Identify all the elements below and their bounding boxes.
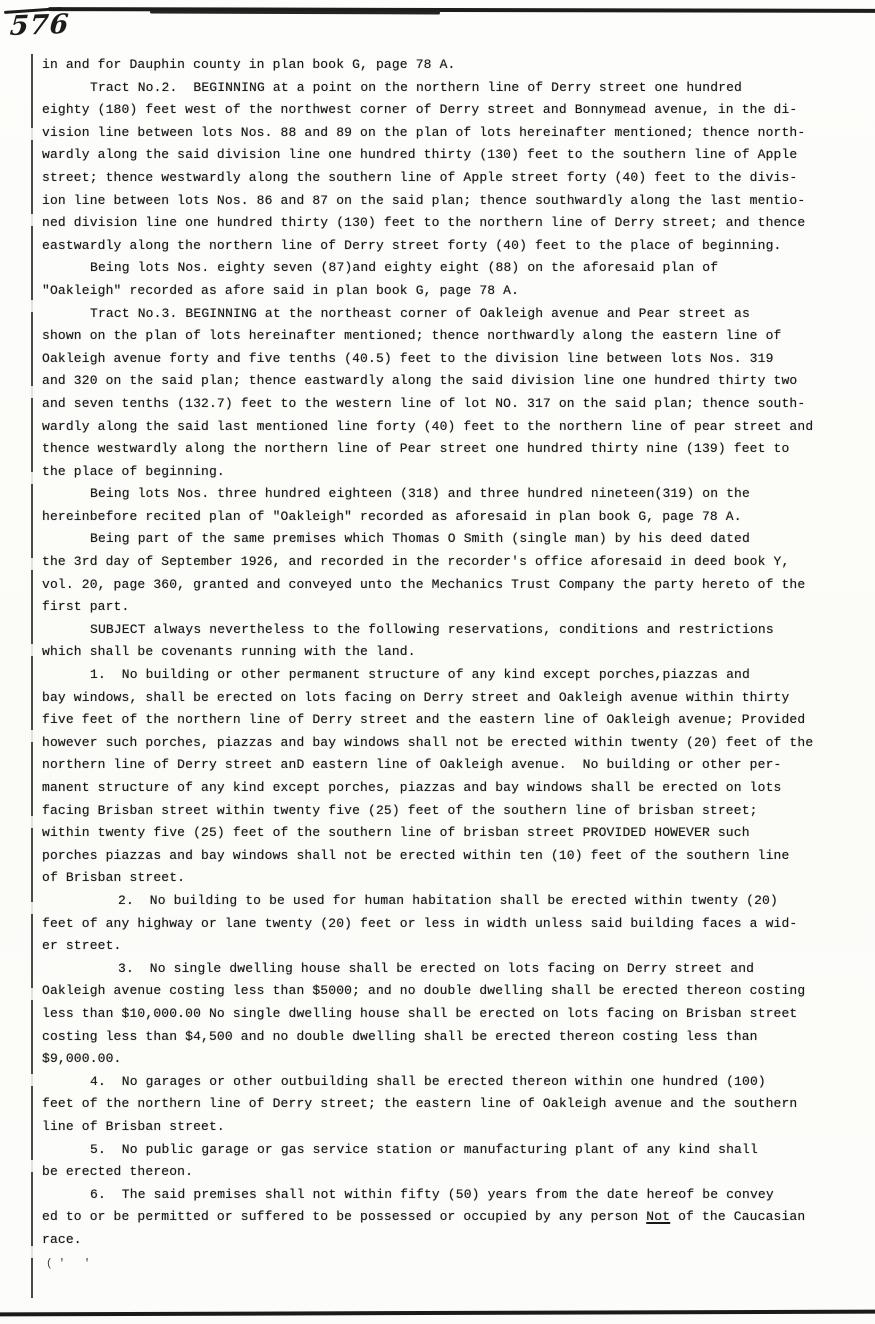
text-run: Oakleigh avenue forty and five tenths (40.5) feet to the division line between lots Nos. 319 [42,350,774,366]
text-run: line of Brisban street. [42,1118,225,1134]
text-line [42,777,854,800]
text-line [42,438,854,461]
text-run: feet of the northern line of Derry street; the eastern line of Oakleigh avenue and the southern [42,1096,798,1112]
text-run: facing Brisban street within twenty five (25) feet of the southern line of brisban street; [42,802,758,818]
text-line [42,235,854,258]
text-line [42,303,854,326]
text-run: 5. No public garage or gas service station or manufacturing plant of any kind shall [90,1141,758,1157]
text-run: in and for Dauphin county in plan book G, page 78 A. [42,57,456,72]
text-line [42,212,854,235]
text-line [42,980,854,1003]
text-run: within twenty five (25) feet of the southern line of brisban street PROVIDED HOWEVER such [42,825,750,841]
text-run: and 320 on the said plan; thence eastwardly along the said division line one hundred thirty two [42,373,798,389]
text-line [42,506,854,529]
text-line [42,144,854,167]
text-run: Tract No.2. BEGINNING at a point on the northern line of Derry street one hundred [90,79,743,95]
text-line [42,913,854,936]
stray-scan-marks: (' ' [46,1258,97,1270]
text-line [42,1071,854,1094]
text-run: the 3rd day of September 1926, and recorded in the recorder's office aforesaid in deed book Y, [42,554,790,570]
text-line [42,641,854,664]
text-run: ion line between lots Nos. 86 and 87 on the said plan; thence southwardly along the last mentio- [42,192,806,208]
text-run: bay windows, shall be erected on lots facing on Derry street and Oakleigh avenue within thirty [42,689,790,705]
text-line [42,99,854,122]
text-run: first part. [42,599,130,615]
text-line [42,619,854,642]
text-line [42,754,854,777]
text-line [42,1048,854,1071]
text-run: $9,000.00. [42,1051,122,1067]
text-line [42,257,854,280]
text-line [42,370,854,393]
text-run: northern line of Derry street anD eastern line of Oakleigh avenue. No building or other per- [42,757,782,773]
text-run: porches piazzas and bay windows shall not be erected within ten (10) feet of the southern line [42,847,790,863]
text-run: less than $10,000.00 No single dwelling house shall be erected on lots facing on Brisban street [42,1005,798,1021]
text-run: ed to or be permitted or suffered to be possessed or occupied by any person [42,1209,647,1225]
text-run: thence westwardly along the northern line of Pear street one hundred thirty nine (139) feet to [42,441,790,457]
text-line [42,732,854,755]
text-run: 3. No single dwelling house shall be erected on lots facing on Derry street and [118,960,755,976]
text-line [42,1003,854,1026]
text-line [42,551,854,574]
text-run: eighty (180) feet west of the northwest corner of Derry street and Bonnymead avenue, in the di- [42,102,798,118]
text-run: race. [42,1231,82,1247]
text-line [42,1093,854,1116]
scan-left-edge [31,54,33,1298]
text-run: Being lots Nos. three hundred eighteen (318) and three hundred nineteen(319) on the [90,486,750,502]
text-line [42,461,854,484]
text-line [42,1184,854,1207]
text-line [42,393,854,416]
page-number: 576 [8,8,71,43]
text-run: ned division line one hundred thirty (130) feet to the northern line of Derry street; and thence [42,215,806,231]
text-line [42,574,854,597]
text-run: costing less than $4,500 and no double dwelling shall be erected thereon costing less than [42,1028,758,1044]
text-line [42,325,854,348]
text-run: vol. 20, page 360, granted and conveyed unto the Mechanics Trust Company the party hereto of the [42,576,806,592]
text-run: 1. No building or other permanent structure of any kind except porches,piazzas and [90,667,750,683]
text-run: and seven tenths (132.7) feet to the western line of lot NO. 317 on the said plan; thence south- [42,395,806,411]
text-line [42,190,854,213]
text-line [42,416,854,439]
text-run: Being lots Nos. eighty seven (87)and eighty eight (88) on the aforesaid plan of [90,260,719,276]
text-run: five feet of the northern line of Derry street and the eastern line of Oakleigh avenue; Provided [42,712,806,728]
text-line [42,77,854,100]
text-run: which shall be covenants running with the land. [42,644,416,660]
text-line [42,664,854,687]
text-line [42,122,854,145]
text-line [42,167,854,190]
text-line [42,822,854,845]
text-line [42,890,854,913]
text-run: hereinbefore recited plan of "Oakleigh" recorded as aforesaid in plan book G, page 78 A. [42,508,742,524]
underlined-text: Not [646,1209,671,1225]
text-line [42,1229,854,1252]
text-line [42,1206,854,1229]
text-line [42,1026,854,1049]
text-line [42,1116,854,1139]
text-run: however such porches, piazzas and bay windows shall not be erected within twenty (20) feet of the [42,734,814,750]
text-run: manent structure of any kind except porches, piazzas and bay windows shall be erected on lots [42,780,782,795]
text-run: SUBJECT always nevertheless to the following reservations, conditions and restrictions [90,621,774,637]
document-lines [42,54,854,1251]
text-line [42,687,854,710]
text-line [42,867,854,890]
text-line [42,528,854,551]
text-line [42,958,854,981]
text-run: Being part of the same premises which Thomas O Smith (single man) by his deed dated [90,531,750,547]
text-run: of the Caucasian [670,1209,806,1225]
scan-bottom-edge [0,1310,875,1317]
text-run: 4. No garages or other outbuilding shall be erected thereon within one hundred (100) [90,1073,766,1089]
text-run: eastwardly along the northern line of Derry street forty (40) feet to the place of beginning. [42,237,782,253]
text-line [42,348,854,371]
text-run: 2. No building to be used for human habitation shall be erected within twenty (20) [118,892,778,908]
text-line [42,54,854,77]
text-line [42,800,854,823]
text-line [42,935,854,958]
text-run: Tract No.3. BEGINNING at the northeast corner of Oakleigh avenue and Pear street as [90,305,750,321]
scan-top-edge-blot [150,10,440,14]
text-line [42,1139,854,1162]
text-run: shown on the plan of lots hereinafter mentioned; thence northwardly along the eastern line of [42,328,782,344]
text-run: 6. The said premises shall not within fifty (50) years from the date hereof be convey [90,1186,774,1202]
text-run: the place of beginning. [42,463,225,479]
text-run: street; thence westwardly along the southern line of Apple street forty (40) feet to the divis- [42,169,798,185]
text-line [42,1161,854,1184]
text-line [42,709,854,732]
text-run: vision line between lots Nos. 88 and 89 on the plan of lots hereinafter mentioned; thence north- [42,124,806,140]
text-run: of Brisban street. [42,870,186,886]
text-run: wardly along the said last mentioned line forty (40) feet to the northern line of pear street and [42,418,814,434]
text-line [42,845,854,868]
text-run: be erected thereon. [42,1164,194,1180]
text-run: wardly along the said division line one hundred thirty (130) feet to the southern line of Apple [42,147,798,163]
text-run: er street. [42,938,122,954]
text-line [42,483,854,506]
text-line [42,280,854,303]
text-line [42,596,854,619]
text-run: Oakleigh avenue costing less than $5000; and no double dwelling shall be erected thereon costing [42,983,806,999]
text-run: "Oakleigh" recorded as afore said in plan book G, page 78 A. [42,282,520,298]
text-run: feet of any highway or lane twenty (20) feet or less in width unless said building faces a wid- [42,915,798,931]
